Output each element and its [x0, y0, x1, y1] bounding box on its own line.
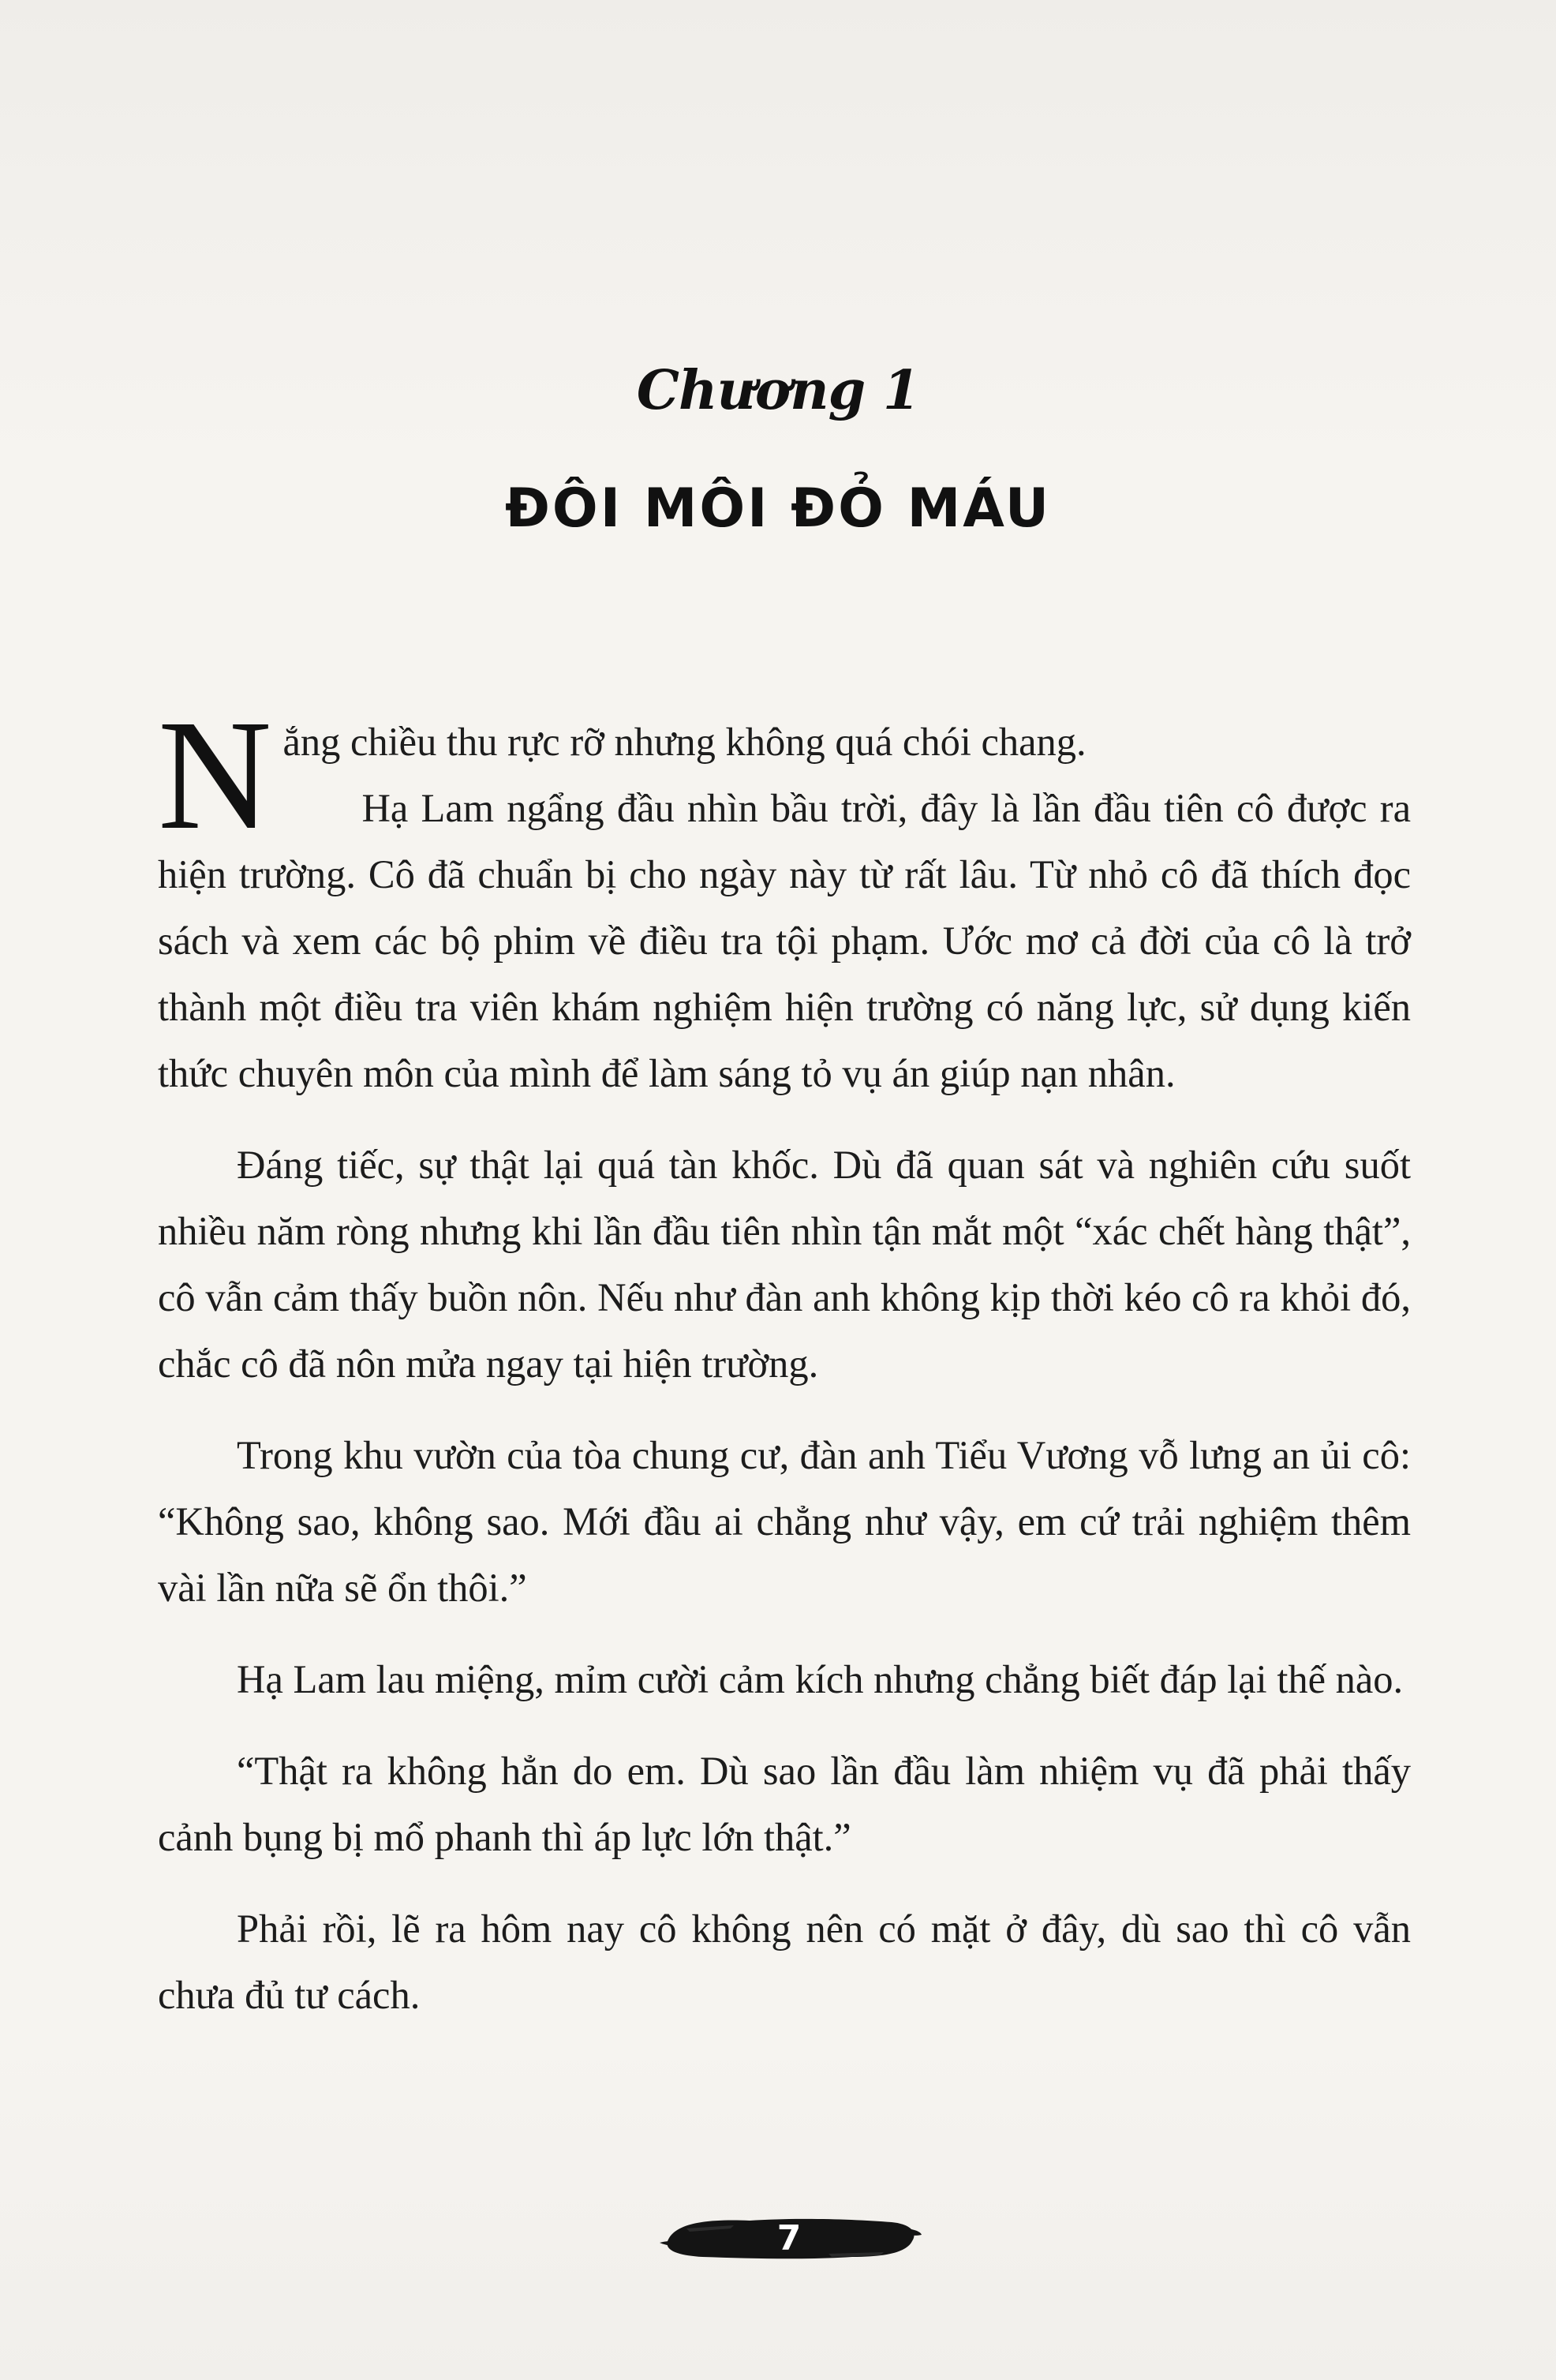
paragraph-1 — [158, 688, 1411, 863]
chapter-label: Chương 1 — [636, 359, 920, 422]
page-number-badge — [655, 2211, 923, 2266]
chapter-title: ĐÔI MÔI ĐỎ MÁU — [504, 477, 1052, 540]
paragraph-2: Hạ Lam ngẩng đầu nhìn bầu trời, đây là lần đầu tiên cô được ra hiện trường. Cô đã chuẩn bị cho ngày này từ rất lâu. Từ nhỏ cô đã thích đọc sách và xem các bộ phim về điều tra tội phạm. Ước mơ cả đời của cô là trở thành một điều tra viên khám nghiệm hiện trường có năng lực, sử dụng kiến thức chuyên môn của mình để làm sáng tỏ vụ án giúp nạn nhân. — [158, 786, 1411, 1095]
paragraph-6: “Thật ra không hẳn do em. Dù sao lần đầu làm nhiệm vụ đã phải thấy cảnh bụng bị mổ phanh thì áp lực lớn thật.” — [158, 1749, 1411, 1859]
page-number: 7 — [776, 2218, 802, 2258]
paragraph-5: Hạ Lam lau miệng, mỉm cười cảm kích nhưng chẳng biết đáp lại thế nào. — [237, 1657, 1404, 1701]
body-text — [158, 688, 1411, 2053]
drop-cap: N — [158, 688, 272, 863]
paragraph-7: Phải rồi, lẽ ra hôm nay cô không nên có mặt ở đây, dù sao thì cô vẫn chưa đủ tư cách. — [158, 1907, 1411, 2017]
paragraph-1-text: ắng chiều thu rực rỡ nhưng không quá chói chang. — [282, 720, 1087, 764]
paragraph-4: Trong khu vườn của tòa chung cư, đàn anh Tiểu Vương vỗ lưng an ủi cô: “Không sao, không sao. Mới đầu ai chẳng như vậy, em cứ trải nghiệm thêm vài lần nữa sẽ ổn thôi.” — [158, 1433, 1411, 1610]
paragraph-3: Đáng tiếc, sự thật lại quá tàn khốc. Dù đã quan sát và nghiên cứu suốt nhiều năm ròng nhưng khi lần đầu tiên nhìn tận mắt một “xác chết hàng thật”, cô vẫn cảm thấy buồn nôn. Nếu như đàn anh không kịp thời kéo cô ra khỏi đó, chắc cô đã nôn mửa ngay tại hiện trường. — [158, 1143, 1411, 1386]
